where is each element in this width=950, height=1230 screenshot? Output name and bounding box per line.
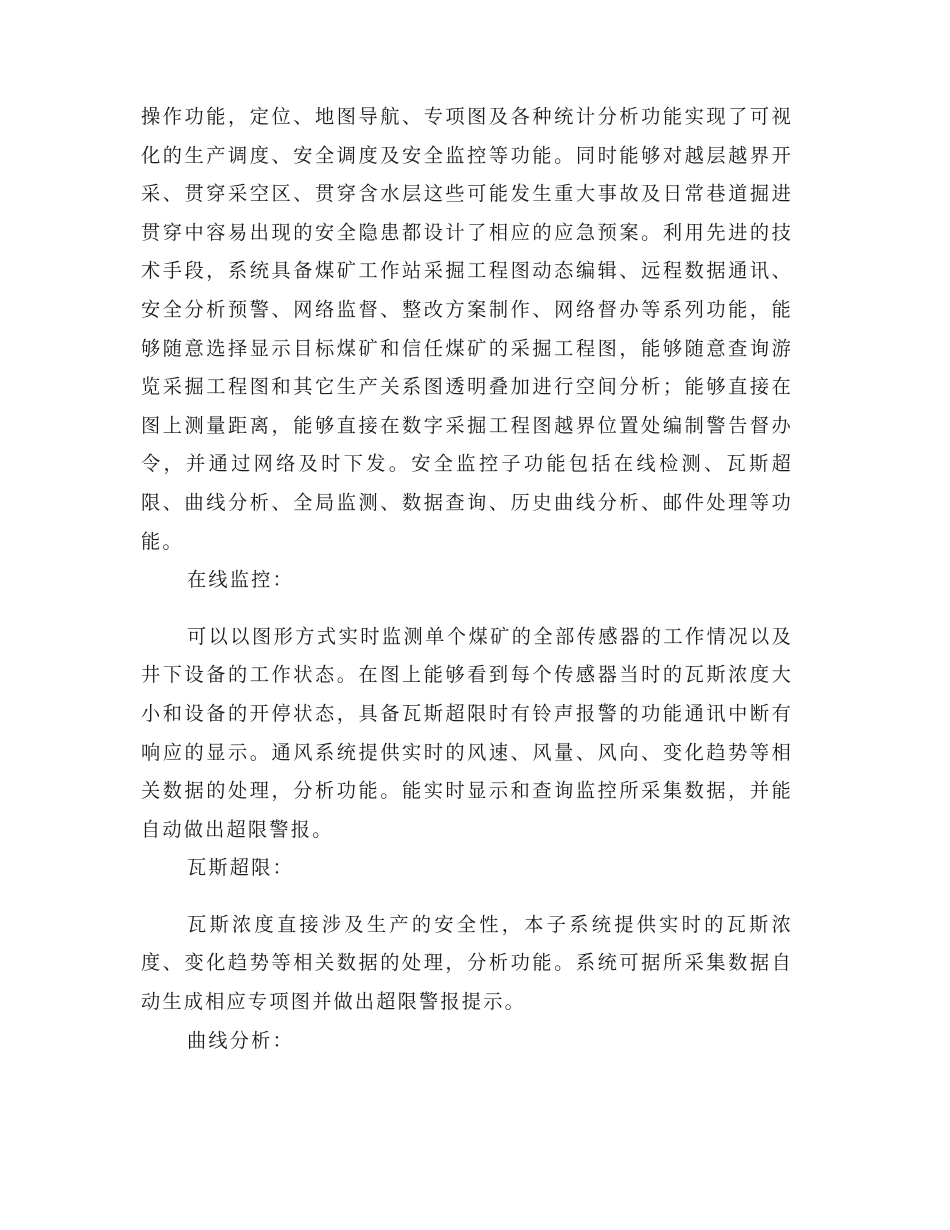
paragraph-gas-overlimit: 瓦斯浓度直接涉及生产的安全性，本子系统提供实时的瓦斯浓度、变化趋势等相关数据的处理，分析功能。系统可据所采集数据自动生成相应专项图并做出超限警报提示。 [141, 912, 793, 1014]
heading-curve-analysis: 曲线分析： [187, 1028, 294, 1052]
paragraph-system-functions: 操作功能，定位、地图导航、专项图及各种统计分析功能实现了可视化的生产调度、安全调度及安全监控等功能。同时能够对越层越界开采、贯穿采空区、贯穿含水层这些可能发生重大事故及日常巷道掘进贯穿中容易出现的安全隐患都设计了相应的应急预案。利用先进的技术手段，系统具备煤矿工作站采掘工程图动态编辑、远程数据通讯、安全分析预警、网络监督、整改方案制作、网络督办等系列功能，能够随意选择显示目标煤矿和信任煤矿的采掘工程图，能够随意查询游览采掘工程图和其它生产关系图透明叠加进行空间分析；能够直接在图上测量距离，能够直接在数字采掘工程图越界位置处编制警告督办令，并通过网络及时下发。安全监控子功能包括在线检测、瓦斯超限、曲线分析、全局监测、数据查询、历史曲线分析、邮件处理等功能。 [141, 105, 793, 553]
paragraph-online-monitoring: 可以以图形方式实时监测单个煤矿的全部传感器的工作情况以及井下设备的工作状态。在图上能够看到每个传感器当时的瓦斯浓度大小和设备的开停状态，具备瓦斯超限时有铃声报警的功能通讯中断有响应的显示。通风系统提供实时的风速、风量、风向、变化趋势等相关数据的处理，分析功能。能实时显示和查询监控所采集数据，并能自动做出超限警报。 [141, 624, 793, 841]
heading-gas-overlimit: 瓦斯超限： [187, 856, 294, 880]
heading-online-monitoring: 在线监控： [187, 568, 294, 592]
document-body [141, 98, 793, 1060]
